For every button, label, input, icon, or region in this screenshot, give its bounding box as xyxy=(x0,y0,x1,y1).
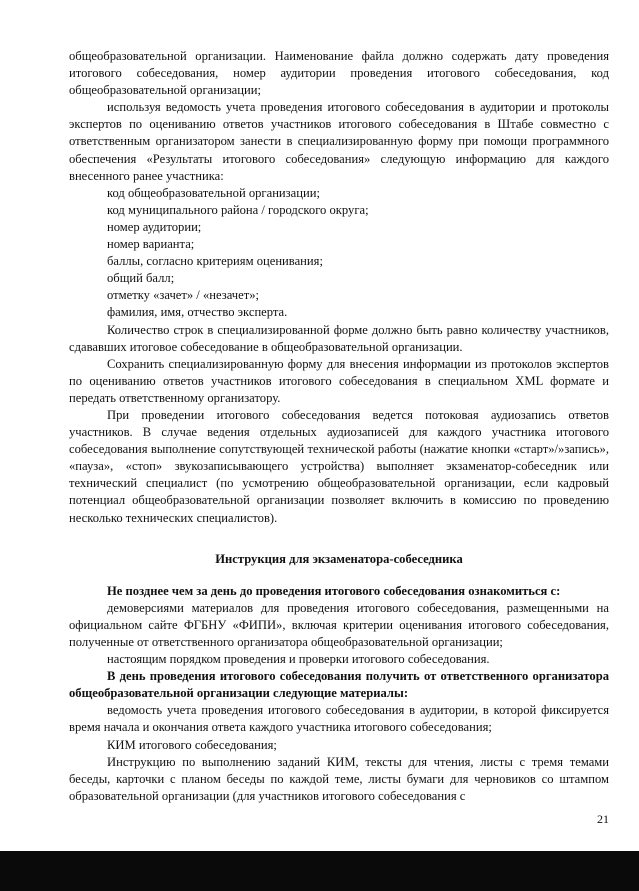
page-number: 21 xyxy=(597,812,609,826)
list-item: номер аудитории; xyxy=(107,219,202,234)
paragraph: настоящим порядком проведения и проверки итогового собеседования. xyxy=(107,652,490,667)
list-item: баллы, согласно критериям оценивания; xyxy=(107,254,323,269)
paragraph: общеобразовательной организации. Наименование файла должно содержать дату проведения итогового собеседования, номер аудитории проведения итогового собеседования, код общеобразовательной организации; xyxy=(69,49,609,98)
list-item: отметку «зачет» / «незачет»; xyxy=(107,288,260,303)
spacer xyxy=(69,527,609,551)
bold-paragraph: Не позднее чем за день до проведения итогового собеседования ознакомиться с: xyxy=(107,583,561,598)
paragraph: Сохранить специализированную форму для внесения информации из протоколов экспертов по оцениванию ответов участников итогового собеседования в специальном XML формате и передать ответственному организатору. xyxy=(69,356,609,405)
bold-paragraph: В день проведения итогового собеседования получить от ответственного организатора общеобразовательной организации следующие материалы: xyxy=(69,669,609,701)
spacer xyxy=(69,568,609,583)
paragraph: При проведении итогового собеседования ведется потоковая аудиозапись ответов участников. В случае ведения отдельных аудиозаписей для каждого участника итогового собеседования выполнение сопутствующей технической работы (нажатие кнопки «старт»/»запись», «пауза», «стоп» звукозаписывающего устройства) выполняет экзаменатор-собеседник или технический специалист (по усмотрению общеобразовательной организации, если кадровый потенциал общеобразовательной организации позволяет включить в комиссию по проведению несколько технических специалистов). xyxy=(69,407,609,525)
list-item: общий балл; xyxy=(107,271,175,286)
page-text xyxy=(69,48,609,805)
list-item: код муниципального района / городского округа; xyxy=(107,202,369,217)
list-item: фамилия, имя, отчество эксперта. xyxy=(107,305,288,320)
scan-bottom-bar xyxy=(0,851,639,891)
paragraph: Инструкцию по выполнению заданий КИМ, тексты для чтения, листы с тремя темами беседы, карточки с планом беседы по каждой теме, листы бумаги для черновиков со штампом образовательной организации (для участников итогового собеседования с xyxy=(69,754,609,803)
section-heading: Инструкция для экзаменатора-собеседника xyxy=(215,551,463,566)
paragraph: КИМ итогового собеседования; xyxy=(107,737,277,752)
list-item: код общеобразовательной организации; xyxy=(107,185,320,200)
paragraph: используя ведомость учета проведения итогового собеседования в аудитории и протоколы экспертов по оцениванию ответов участников итогового собеседования в Штабе совместно с ответственным организатором занести в специализированную форму при помощи программного обеспечения «Результаты итогового собеседования» следующую информацию для каждого внесенного ранее участника: xyxy=(69,100,609,183)
paragraph: ведомость учета проведения итогового собеседования в аудитории, в которой фиксируется время начала и окончания ответа каждого участника итогового собеседования; xyxy=(69,703,609,735)
list-item: номер варианта; xyxy=(107,237,195,252)
paragraph: демоверсиями материалов для проведения итогового собеседования, размещенными на официальном сайте ФГБНУ «ФИПИ», включая критерии оценивания итогового собеседования, полученные от ответственного организатора общеобразовательной организации; xyxy=(69,600,609,649)
paragraph: Количество строк в специализированной форме должно быть равно количеству участников, сдававших итоговое собеседование в общеобразовательной организации. xyxy=(69,322,609,354)
